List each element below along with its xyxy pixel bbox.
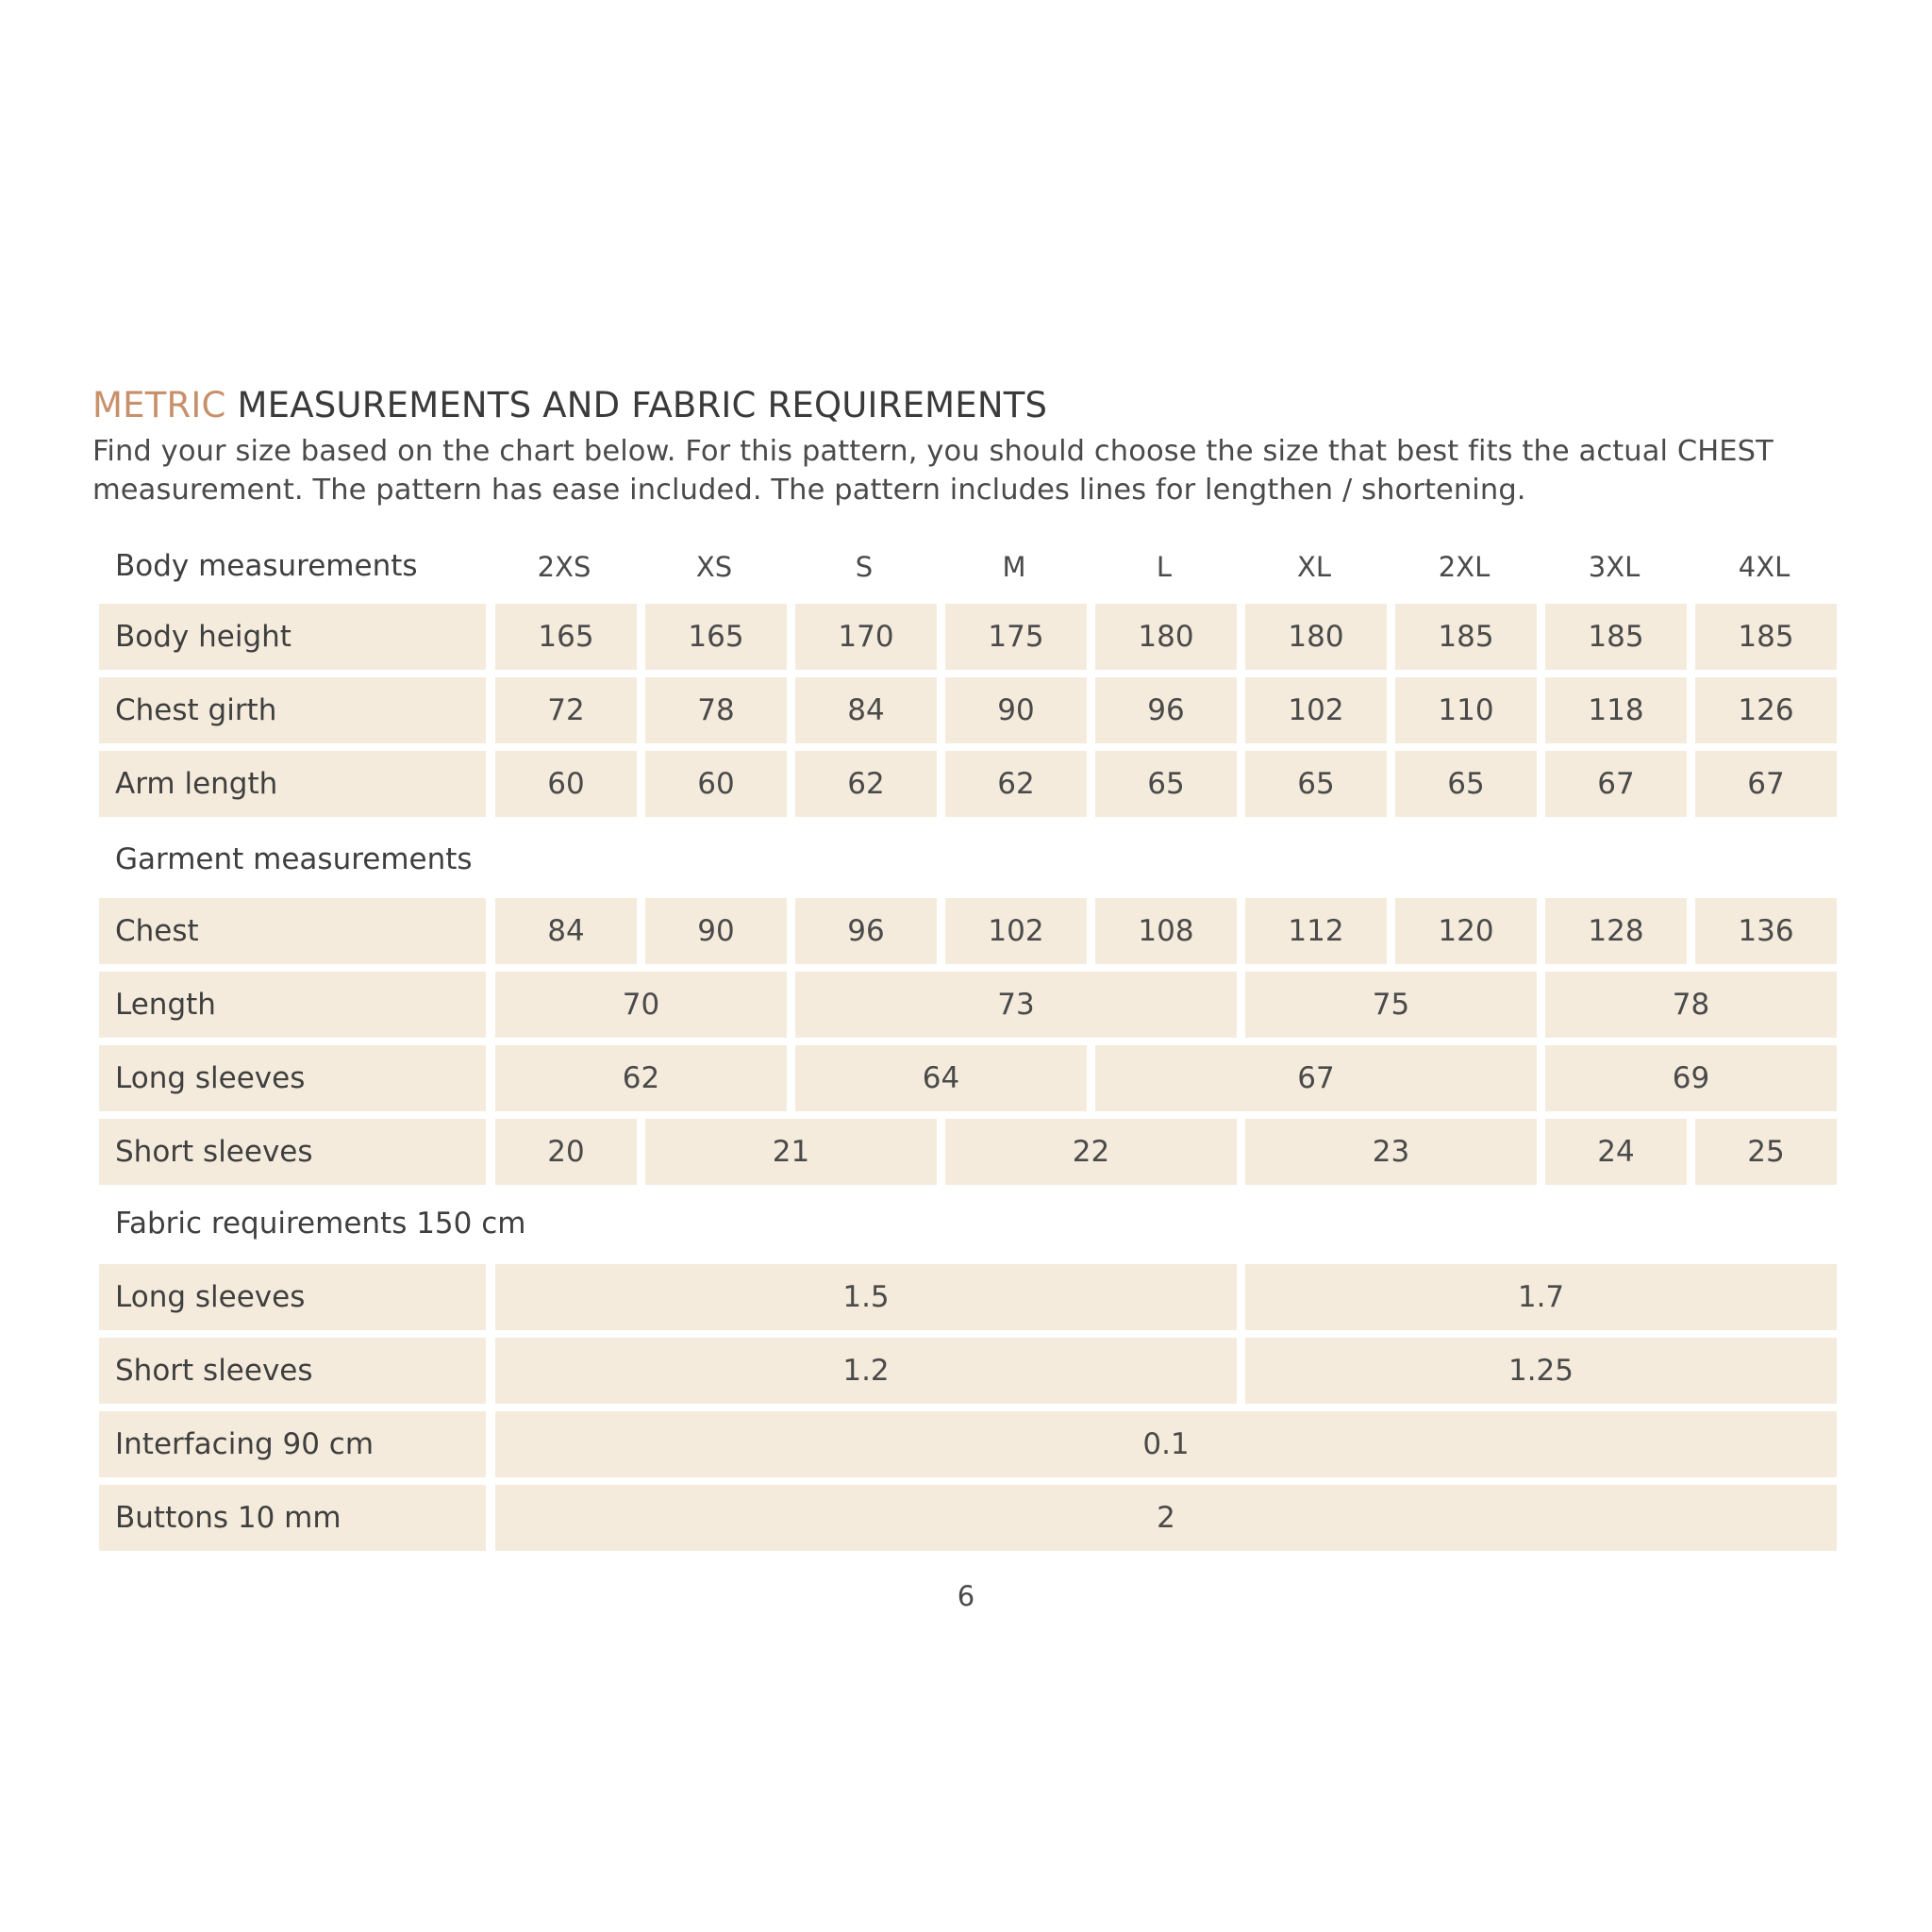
table-cell: 70 — [495, 972, 787, 1038]
page-number: 6 — [957, 1580, 975, 1612]
table-cell: 180 — [1095, 604, 1237, 670]
size-header: S — [855, 551, 874, 583]
table-cell: 22 — [945, 1119, 1237, 1185]
title-rest: MEASUREMENTS AND FABRIC REQUIREMENTS — [237, 385, 1048, 425]
table-cell: 90 — [945, 677, 1087, 743]
section-title-fabric: Fabric requirements 150 cm — [115, 1207, 526, 1241]
page-title — [92, 385, 1047, 425]
table-cell: 175 — [945, 604, 1087, 670]
section-title-body: Body measurements — [115, 549, 418, 583]
table-cell: 110 — [1395, 677, 1537, 743]
row-label: Short sleeves — [99, 1119, 486, 1185]
table-cell: 102 — [1245, 677, 1387, 743]
table-cell: 170 — [795, 604, 937, 670]
intro-line-1: Find your size based on the chart below. For this pattern, you should choose the size that best fits the actual CHEST — [92, 435, 1774, 468]
table-cell: 185 — [1695, 604, 1837, 670]
table-cell: 90 — [645, 898, 787, 964]
table-cell: 126 — [1695, 677, 1837, 743]
table-cell: 112 — [1245, 898, 1387, 964]
table-cell: 67 — [1095, 1045, 1537, 1111]
table-cell: 21 — [645, 1119, 937, 1185]
table-cell: 65 — [1395, 751, 1537, 817]
table-cell: 64 — [795, 1045, 1087, 1111]
row-label: Long sleeves — [99, 1045, 486, 1111]
table-cell: 84 — [795, 677, 937, 743]
table-cell: 96 — [1095, 677, 1237, 743]
table-cell: 73 — [795, 972, 1237, 1038]
table-cell: 96 — [795, 898, 937, 964]
table-cell: 108 — [1095, 898, 1237, 964]
table-cell: 120 — [1395, 898, 1537, 964]
title-accent: METRIC — [92, 385, 226, 425]
table-cell: 0.1 — [495, 1411, 1837, 1477]
table-cell: 65 — [1095, 751, 1237, 817]
table-cell: 62 — [495, 1045, 787, 1111]
intro-line-2: measurement. The pattern has ease included. The pattern includes lines for lengthen / shortening. — [92, 474, 1526, 507]
size-header: M — [1002, 551, 1026, 583]
size-header: 4XL — [1738, 551, 1790, 583]
table-cell: 75 — [1245, 972, 1537, 1038]
table-cell: 25 — [1695, 1119, 1837, 1185]
table-cell: 60 — [645, 751, 787, 817]
table-cell: 165 — [495, 604, 637, 670]
size-header: XS — [695, 551, 733, 583]
table-cell: 62 — [945, 751, 1087, 817]
row-label: Interfacing 90 cm — [99, 1411, 486, 1477]
table-cell: 2 — [495, 1485, 1837, 1551]
table-cell: 1.5 — [495, 1264, 1237, 1330]
size-header: 2XS — [537, 551, 591, 583]
table-cell: 180 — [1245, 604, 1387, 670]
table-cell: 118 — [1545, 677, 1687, 743]
row-label: Long sleeves — [99, 1264, 486, 1330]
table-cell: 78 — [645, 677, 787, 743]
table-cell: 67 — [1545, 751, 1687, 817]
table-cell: 185 — [1395, 604, 1537, 670]
table-cell: 84 — [495, 898, 637, 964]
table-cell: 23 — [1245, 1119, 1537, 1185]
size-header: 3XL — [1588, 551, 1641, 583]
table-cell: 60 — [495, 751, 637, 817]
table-cell: 62 — [795, 751, 937, 817]
row-label: Chest girth — [99, 677, 486, 743]
size-header: 2XL — [1438, 551, 1491, 583]
table-cell: 1.2 — [495, 1338, 1237, 1404]
row-label: Chest — [99, 898, 486, 964]
table-cell: 78 — [1545, 972, 1837, 1038]
table-cell: 20 — [495, 1119, 637, 1185]
table-cell: 67 — [1695, 751, 1837, 817]
table-cell: 165 — [645, 604, 787, 670]
table-cell: 69 — [1545, 1045, 1837, 1111]
table-cell: 65 — [1245, 751, 1387, 817]
row-label: Arm length — [99, 751, 486, 817]
section-title-garment: Garment measurements — [115, 842, 473, 876]
table-cell: 72 — [495, 677, 637, 743]
table-cell: 24 — [1545, 1119, 1687, 1185]
row-label: Short sleeves — [99, 1338, 486, 1404]
size-header: L — [1156, 551, 1173, 583]
table-cell: 1.25 — [1245, 1338, 1837, 1404]
row-label: Buttons 10 mm — [99, 1485, 486, 1551]
table-cell: 136 — [1695, 898, 1837, 964]
table-cell: 185 — [1545, 604, 1687, 670]
table-cell: 102 — [945, 898, 1087, 964]
row-label: Body height — [99, 604, 486, 670]
table-cell: 1.7 — [1245, 1264, 1837, 1330]
table-cell: 128 — [1545, 898, 1687, 964]
size-header: XL — [1296, 551, 1332, 583]
intro-paragraph — [92, 432, 1847, 509]
row-label: Length — [99, 972, 486, 1038]
